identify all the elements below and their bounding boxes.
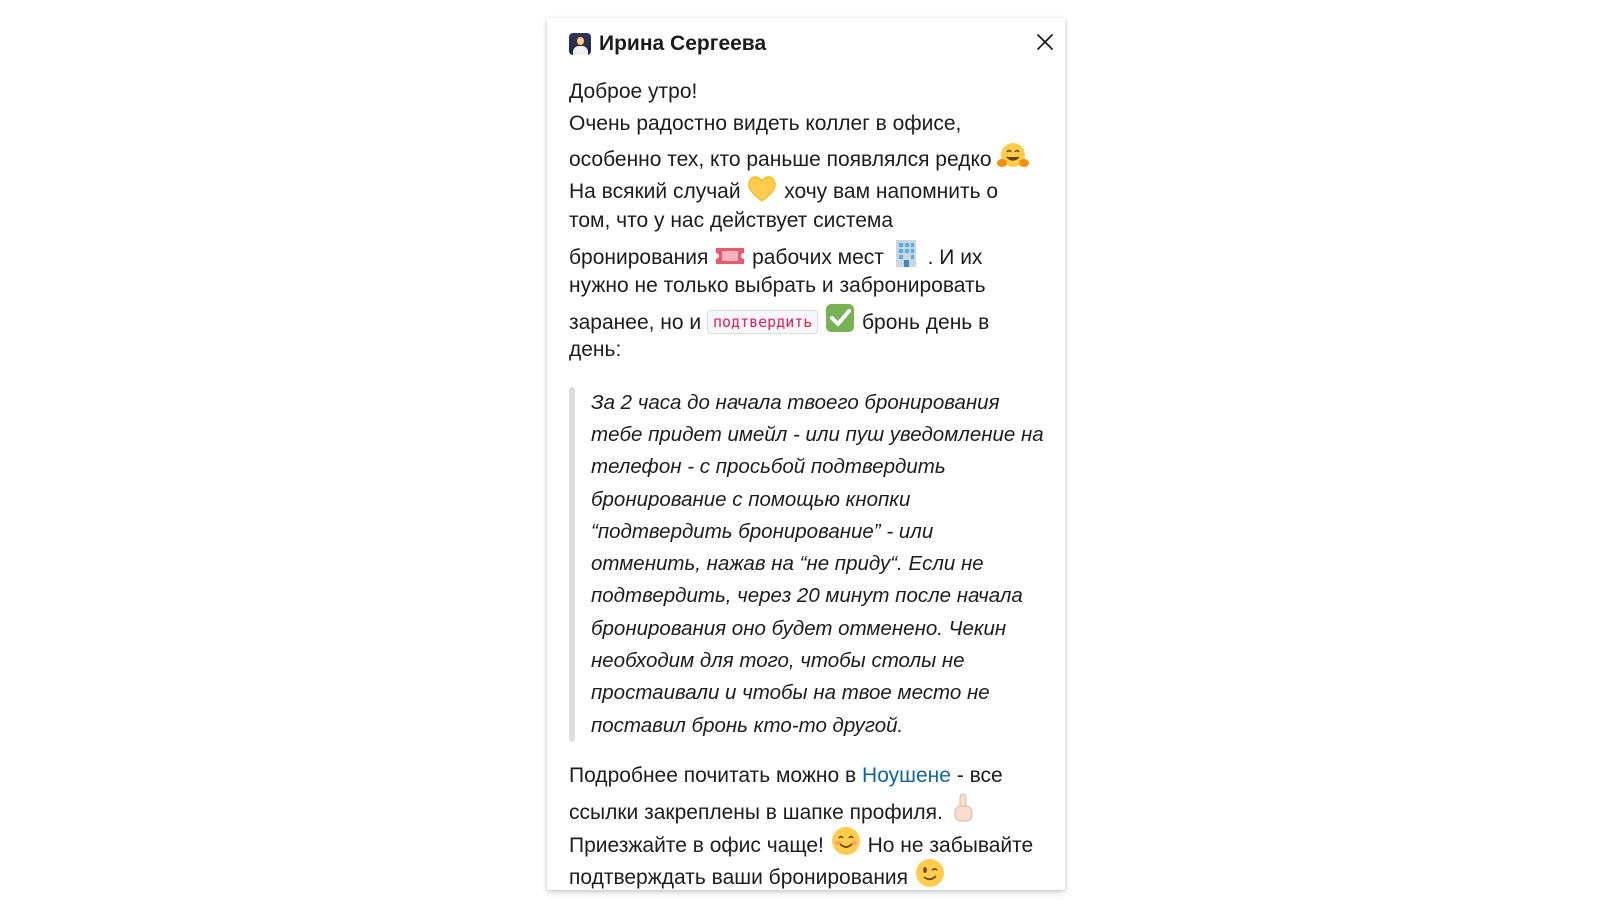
message-text: Подробнее почитать можно в <box>569 763 857 787</box>
message-footer <box>569 760 1059 889</box>
user-avatar[interactable] <box>569 33 591 55</box>
message-text: ссылки закреплены в шапке профиля. <box>569 801 943 825</box>
message-line: нужно не только выбрать и забронировать <box>569 273 986 297</box>
quote-line: бронирование с помощью кнопки <box>591 487 911 511</box>
check-mark-button-emoji <box>824 302 856 344</box>
hugging-face-emoji <box>997 141 1029 181</box>
quote-line: телефон - с просьбой подтвердить <box>591 455 946 479</box>
message-text: бронирования <box>569 246 709 270</box>
inline-code: подтвердить <box>707 310 818 334</box>
quote-line: простаивали и чтобы на твое место не <box>591 681 990 705</box>
message-header <box>569 18 1065 78</box>
quote-line: За 2 часа до начала твоего бронирования <box>591 390 1000 414</box>
message-line <box>569 173 1059 205</box>
notion-link[interactable]: Ноушене <box>862 763 951 787</box>
quote-line: поставил бронь кто-то другой. <box>591 713 904 737</box>
message-text: Но не забывайте <box>867 833 1034 857</box>
message-text: На всякий случай <box>569 179 741 203</box>
message-card <box>547 18 1065 890</box>
message-text: подтверждать ваши бронирования <box>569 865 909 889</box>
quote-line: бронирования оно будет отменено. Чекин <box>591 616 1007 640</box>
message-body <box>569 76 1059 889</box>
message-text: - все <box>956 763 1003 787</box>
message-line <box>569 857 1059 889</box>
message-text: заранее, но и <box>569 311 702 335</box>
message-line <box>569 825 1059 857</box>
message-line: Доброе утро! <box>569 80 698 103</box>
author-name[interactable]: Ирина Сергеева <box>599 32 767 55</box>
quote-line: тебе придет имейл - или пуш уведомление на <box>591 422 1044 446</box>
close-icon[interactable] <box>1033 30 1057 54</box>
quote-line: отменить, нажав на “не приду“. Если не <box>591 552 984 576</box>
quote-line: необходим для того, чтобы столы не <box>591 649 965 673</box>
message-text: особенно тех, кто раньше появлялся редко <box>569 147 992 171</box>
message-line: том, что у нас действует система <box>569 209 894 233</box>
message-line: Очень радостно видеть коллег в офисе, <box>569 112 962 136</box>
blockquote <box>569 387 1071 742</box>
quote-line: “подтвердить бронирование” - или <box>591 519 934 543</box>
message-text: Приезжайте в офис чаще! <box>569 833 824 857</box>
winking-face-emoji <box>914 857 946 899</box>
message-line: день: <box>569 338 622 362</box>
message-line <box>569 302 1059 334</box>
message-text: бронь день в <box>862 311 990 335</box>
message-text: хочу вам напомнить о <box>784 179 999 203</box>
message-line <box>569 237 1059 269</box>
message-line <box>569 141 1059 173</box>
message-text: рабочих мест <box>752 246 884 270</box>
message-line <box>569 760 1059 792</box>
message-line <box>569 792 1059 824</box>
message-text: . И их <box>927 246 983 270</box>
quote-line: подтвердить, через 20 минут после начала <box>591 584 1023 608</box>
